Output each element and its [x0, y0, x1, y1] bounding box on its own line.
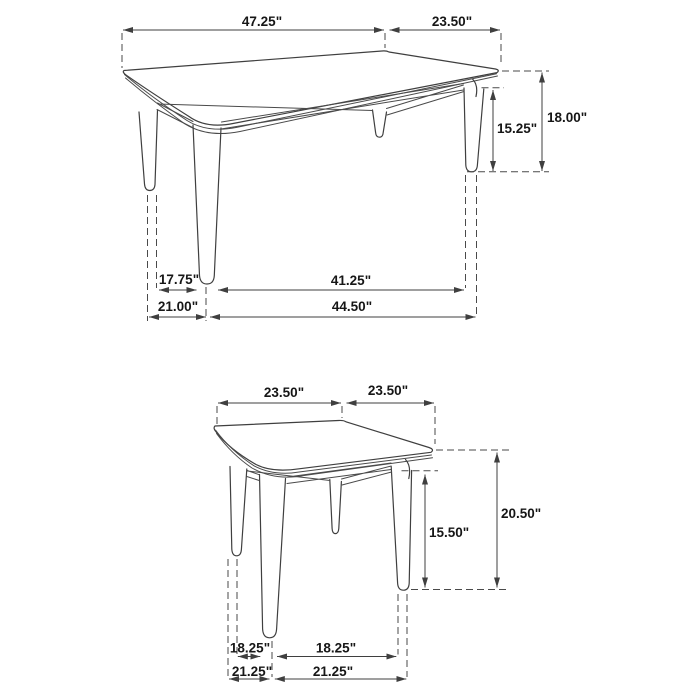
- coffee-table-diagram: [122, 14, 587, 321]
- coffee-leg-inset-label: 17.75": [158, 272, 200, 287]
- coffee-table-aprons: [157, 84, 464, 130]
- coffee-table-drawing: [123, 51, 498, 284]
- coffee-table-legs: [139, 79, 484, 284]
- end-top-depth-label: 23.50": [367, 383, 409, 398]
- coffee-base-length-label: 44.50": [331, 299, 373, 314]
- end-top-length-label: 23.50": [263, 385, 305, 400]
- coffee-total-height-label: 18.00": [547, 110, 588, 125]
- end-table-drawing: [214, 420, 432, 637]
- end-table-dimension-labels: [230, 383, 541, 679]
- coffee-top-length-label: 47.25": [241, 14, 283, 29]
- coffee-leg-height-label: 15.25": [497, 121, 538, 136]
- end-table-diagram: [214, 383, 541, 679]
- coffee-table-dimension-labels: [158, 14, 587, 314]
- end-table-dimension-lines: [218, 403, 497, 679]
- end-table-top-bevel: [216, 430, 432, 473]
- coffee-leg-span-label: 41.25": [330, 273, 372, 288]
- end-base-length-label: 21.25": [312, 664, 354, 679]
- end-leg-span-label: 18.25": [315, 640, 357, 656]
- end-total-height-label: 20.50": [501, 506, 542, 521]
- end-leg-inset-label: 18.25": [229, 640, 271, 656]
- coffee-top-depth-label: 23.50": [431, 14, 473, 29]
- end-table-legs: [230, 460, 412, 638]
- end-leg-height-label: 15.50": [429, 525, 470, 540]
- end-base-depth-label: 21.25": [231, 664, 273, 679]
- coffee-base-depth-label: 21.00": [157, 299, 199, 314]
